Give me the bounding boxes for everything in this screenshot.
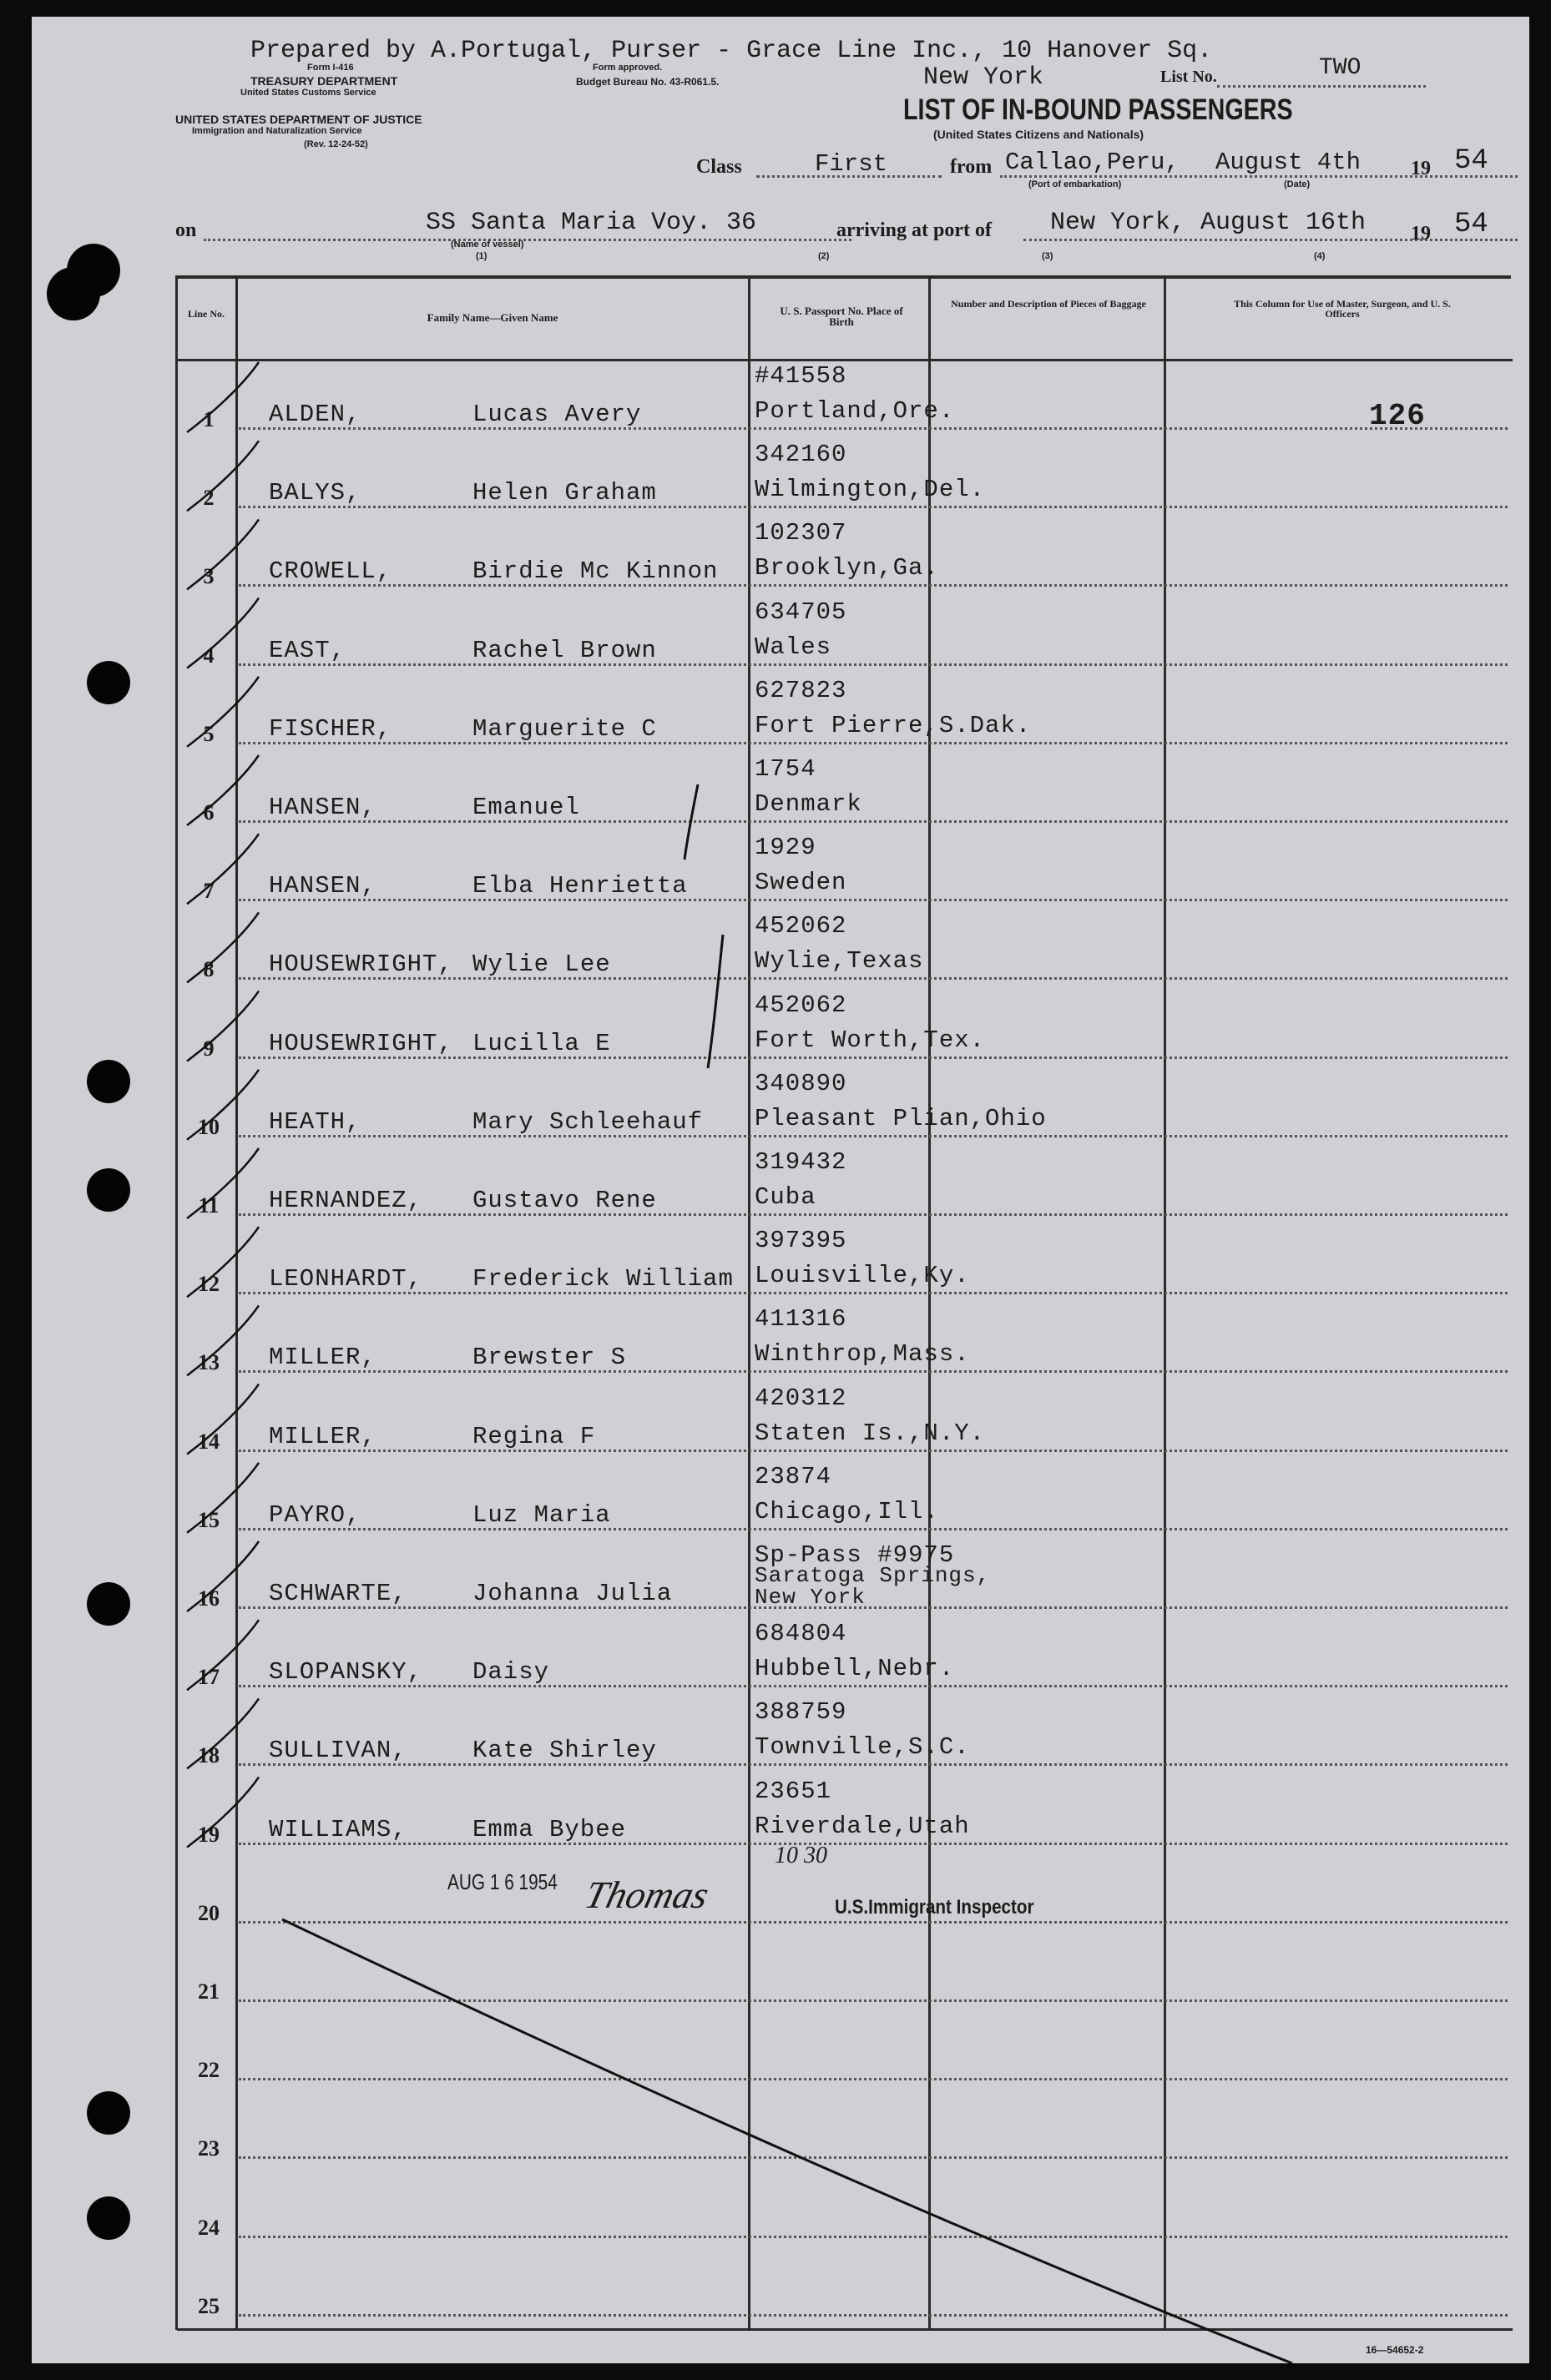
- inspector-signature: Thomas: [580, 1873, 714, 1916]
- family-name: SCHWARTE,: [269, 1580, 407, 1607]
- line-number: 25: [198, 2293, 220, 2318]
- prepared-by: Prepared by A.Portugal, Purser - Grace Line Inc., 10 Hanover Sq.: [250, 37, 1213, 65]
- check-mark: [187, 834, 259, 904]
- check-mark: [187, 677, 259, 747]
- col2-caption: (2): [818, 251, 830, 261]
- passport-number: 102307: [755, 519, 847, 547]
- passport-number: 388759: [755, 1698, 847, 1727]
- line-number: 15: [198, 1507, 220, 1532]
- passport-number: 23651: [755, 1777, 832, 1805]
- place-of-birth: Riverdale,Utah: [755, 1812, 970, 1840]
- passport-number: 319432: [755, 1148, 847, 1176]
- given-name: Kate Shirley: [472, 1737, 657, 1765]
- passport-number: 1754: [755, 755, 816, 783]
- place-of-birth: Pleasant Plian,Ohio: [755, 1104, 1047, 1132]
- line-number: 23: [198, 2136, 220, 2161]
- class-label: Class: [696, 156, 742, 178]
- check-mark: [187, 1698, 259, 1768]
- given-name: Marguerite C: [472, 714, 657, 743]
- check-mark: [187, 1463, 259, 1533]
- given-name: Daisy: [472, 1658, 550, 1687]
- family-name: HEATH,: [269, 1107, 361, 1136]
- given-name: Birdie Mc Kinnon: [472, 557, 719, 586]
- check-mark: [187, 519, 259, 589]
- given-name: Johanna Julia: [472, 1580, 673, 1607]
- col-header-line: Line No.: [187, 308, 225, 320]
- inspection-date-stamp: AUG 1 6 1954: [447, 1869, 558, 1894]
- arrival-year-prefix: 19: [1411, 223, 1431, 245]
- place-of-birth: Staten Is.,N.Y.: [755, 1419, 986, 1447]
- place-of-birth: Sweden: [755, 869, 847, 897]
- check-mark: [187, 1305, 259, 1375]
- customs-service: United States Customs Service: [240, 88, 376, 98]
- line-number: 4: [203, 643, 215, 668]
- given-name: Lucas Avery: [472, 401, 642, 428]
- family-name: HANSEN,: [269, 794, 376, 821]
- passport-number: 627823: [755, 676, 847, 704]
- vessel-caption: (Name of vessel): [451, 240, 524, 250]
- check-mark: [187, 1227, 259, 1297]
- line-number: 11: [198, 1193, 220, 1218]
- col-header-name: Family Name—Given Name: [427, 311, 558, 324]
- place-of-birth: Denmark: [755, 790, 862, 818]
- family-name: FISCHER,: [269, 714, 392, 743]
- passport-number: 452062: [755, 912, 847, 940]
- pen-stroke: [685, 784, 698, 860]
- passport-number: 397395: [755, 1227, 847, 1255]
- family-name: MILLER,: [269, 1344, 376, 1372]
- family-name: SLOPANSKY,: [269, 1658, 423, 1687]
- given-name: Luz Maria: [472, 1500, 611, 1529]
- given-name: Lucilla E: [472, 1029, 611, 1057]
- given-name: Regina F: [472, 1422, 596, 1450]
- place-of-birth: Saratoga Springs, New York: [755, 1563, 991, 1610]
- given-name: Frederick William: [472, 1265, 734, 1293]
- check-mark: [187, 1620, 259, 1690]
- revision: (Rev. 12-24-52): [304, 139, 368, 149]
- line-number: 14: [198, 1429, 220, 1454]
- passport-number: 23874: [755, 1462, 832, 1490]
- check-mark: [187, 991, 259, 1061]
- from-value: Callao,Peru,: [1005, 149, 1180, 176]
- family-name: WILLIAMS,: [269, 1815, 407, 1843]
- given-name: Gustavo Rene: [472, 1187, 657, 1214]
- arriving-label: arriving at port of: [836, 219, 992, 241]
- passport-number: #41558: [755, 362, 847, 390]
- inspector-title: U.S.Immigrant Inspector: [835, 1896, 1034, 1919]
- family-name: CROWELL,: [269, 557, 392, 586]
- place-of-birth: Winthrop,Mass.: [755, 1340, 970, 1369]
- manifest-title: LIST OF IN-BOUND PASSENGERS: [903, 93, 1293, 126]
- family-name: LEONHARDT,: [269, 1265, 423, 1293]
- family-name: HOUSEWRIGHT,: [269, 1029, 453, 1057]
- manifest-subtitle: (United States Citizens and Nationals): [933, 128, 1144, 141]
- arrival-value: New York, August 16th: [1050, 209, 1367, 237]
- passport-number: 411316: [755, 1305, 847, 1334]
- given-name: Emma Bybee: [472, 1815, 627, 1843]
- form-approved: Form approved.: [593, 63, 663, 73]
- line-number: 6: [203, 800, 215, 824]
- given-name: Rachel Brown: [472, 636, 657, 664]
- city: New York: [923, 63, 1044, 92]
- line-number: 16: [198, 1586, 220, 1611]
- passport-number: 340890: [755, 1069, 847, 1097]
- col3-caption: (3): [1042, 251, 1053, 261]
- given-name: Brewster S: [472, 1344, 627, 1372]
- place-of-birth: Wylie,Texas: [755, 947, 924, 976]
- col-header-passport: U. S. Passport No. Place of Birth: [780, 305, 903, 328]
- line-number: 5: [203, 721, 215, 746]
- family-name: BALYS,: [269, 479, 361, 507]
- line-number: 24: [198, 2215, 220, 2240]
- form-code: 16—54652-2: [1366, 2344, 1424, 2356]
- passport-number: 1929: [755, 834, 816, 862]
- family-name: HOUSEWRIGHT,: [269, 950, 453, 979]
- treasury-dept: TREASURY DEPARTMENT: [250, 74, 398, 88]
- on-label: on: [175, 219, 197, 241]
- date-value: August 4th: [1215, 149, 1362, 176]
- check-mark: [187, 1148, 259, 1218]
- given-name: Wylie Lee: [472, 950, 611, 979]
- family-name: SULLIVAN,: [269, 1737, 407, 1765]
- col-header-officers: This Column for Use of Master, Surgeon, and U. S. Officers: [1234, 298, 1451, 320]
- line-number: 13: [198, 1350, 220, 1375]
- inspection-time: 10 30: [775, 1843, 827, 1868]
- pen-stroke: [708, 935, 723, 1068]
- passport-number: 634705: [755, 598, 847, 626]
- check-mark: [187, 441, 259, 511]
- vessel-name: SS Santa Maria Voy. 36: [426, 209, 757, 237]
- check-mark: [187, 598, 259, 668]
- line-number: 19: [198, 1822, 220, 1847]
- family-name: HANSEN,: [269, 872, 376, 900]
- check-mark: [187, 912, 259, 982]
- place-of-birth: Fort Pierre,S.Dak.: [755, 711, 1032, 739]
- line-number: 17: [198, 1665, 220, 1690]
- place-of-birth: Louisville,Ky.: [755, 1262, 970, 1290]
- check-mark: [187, 1541, 259, 1611]
- manifest-page: [32, 17, 1529, 2363]
- date-caption: (Date): [1284, 179, 1311, 189]
- line-number: 9: [203, 1036, 215, 1061]
- line-number: 22: [198, 2058, 220, 2083]
- given-name: Elba Henrietta: [472, 872, 688, 900]
- family-name: EAST,: [269, 636, 346, 664]
- place-of-birth: Wales: [755, 633, 832, 661]
- col1-caption: (1): [476, 251, 488, 261]
- from-label: from: [950, 156, 993, 178]
- line-number: 7: [203, 879, 215, 904]
- passport-number: 684804: [755, 1620, 847, 1648]
- family-name: ALDEN,: [269, 401, 361, 428]
- line-number: 18: [198, 1743, 220, 1768]
- line-number: 2: [203, 486, 215, 511]
- line-number: 12: [198, 1272, 220, 1297]
- dept-of-justice: UNITED STATES DEPARTMENT OF JUSTICE: [175, 113, 422, 126]
- passport-number: Sp-Pass #9975: [755, 1541, 955, 1569]
- check-mark: [187, 1070, 259, 1140]
- arrival-year-value: 54: [1454, 209, 1488, 240]
- line-number: 21: [198, 1979, 220, 2004]
- form-number: Form I-416: [307, 63, 354, 73]
- year-prefix: 19: [1411, 158, 1431, 179]
- class-value: First: [815, 150, 888, 178]
- check-mark: [187, 1777, 259, 1848]
- check-mark: [187, 1384, 259, 1455]
- line-number: 20: [198, 1900, 220, 1925]
- place-of-birth: Cuba: [755, 1183, 816, 1211]
- place-of-birth: Wilmington,Del.: [755, 476, 986, 504]
- place-of-birth: Brooklyn,Ga.: [755, 554, 939, 582]
- list-no-label: List No.: [1160, 68, 1217, 86]
- passport-number: 342160: [755, 441, 847, 469]
- year-value: 54: [1454, 145, 1488, 177]
- place-of-birth: Townville,S.C.: [755, 1733, 970, 1762]
- given-name: Mary Schleehauf: [472, 1107, 704, 1136]
- list-no-value: TWO: [1319, 55, 1362, 81]
- budget-bureau: Budget Bureau No. 43-R061.5.: [576, 76, 720, 88]
- handwritten-marks: [32, 17, 1529, 2363]
- check-mark: [187, 362, 259, 432]
- cancel-diagonal-line: [282, 1919, 1292, 2363]
- family-name: PAYRO,: [269, 1500, 361, 1529]
- line-number: 10: [198, 1114, 220, 1139]
- place-of-birth: Hubbell,Nebr.: [755, 1655, 955, 1683]
- family-name: MILLER,: [269, 1422, 376, 1450]
- passport-number: 420312: [755, 1384, 847, 1412]
- family-name: HERNANDEZ,: [269, 1187, 423, 1214]
- line-number: 1: [203, 407, 215, 431]
- place-of-birth: Chicago,Ill.: [755, 1497, 939, 1525]
- place-of-birth: Fort Worth,Tex.: [755, 1026, 986, 1054]
- officer-number: 126: [1369, 399, 1426, 433]
- place-of-birth: Portland,Ore.: [755, 397, 955, 425]
- line-number: 3: [203, 564, 215, 589]
- port-caption: (Port of embarkation): [1028, 179, 1122, 189]
- line-number: 8: [203, 957, 215, 982]
- col4-caption: (4): [1314, 251, 1326, 261]
- col-header-baggage: Number and Description of Pieces of Baggage: [951, 298, 1146, 310]
- ins-service: Immigration and Naturalization Service: [192, 126, 362, 136]
- given-name: Helen Graham: [472, 479, 657, 507]
- check-mark: [187, 755, 259, 825]
- given-name: Emanuel: [472, 794, 580, 821]
- passport-number: 452062: [755, 991, 847, 1019]
